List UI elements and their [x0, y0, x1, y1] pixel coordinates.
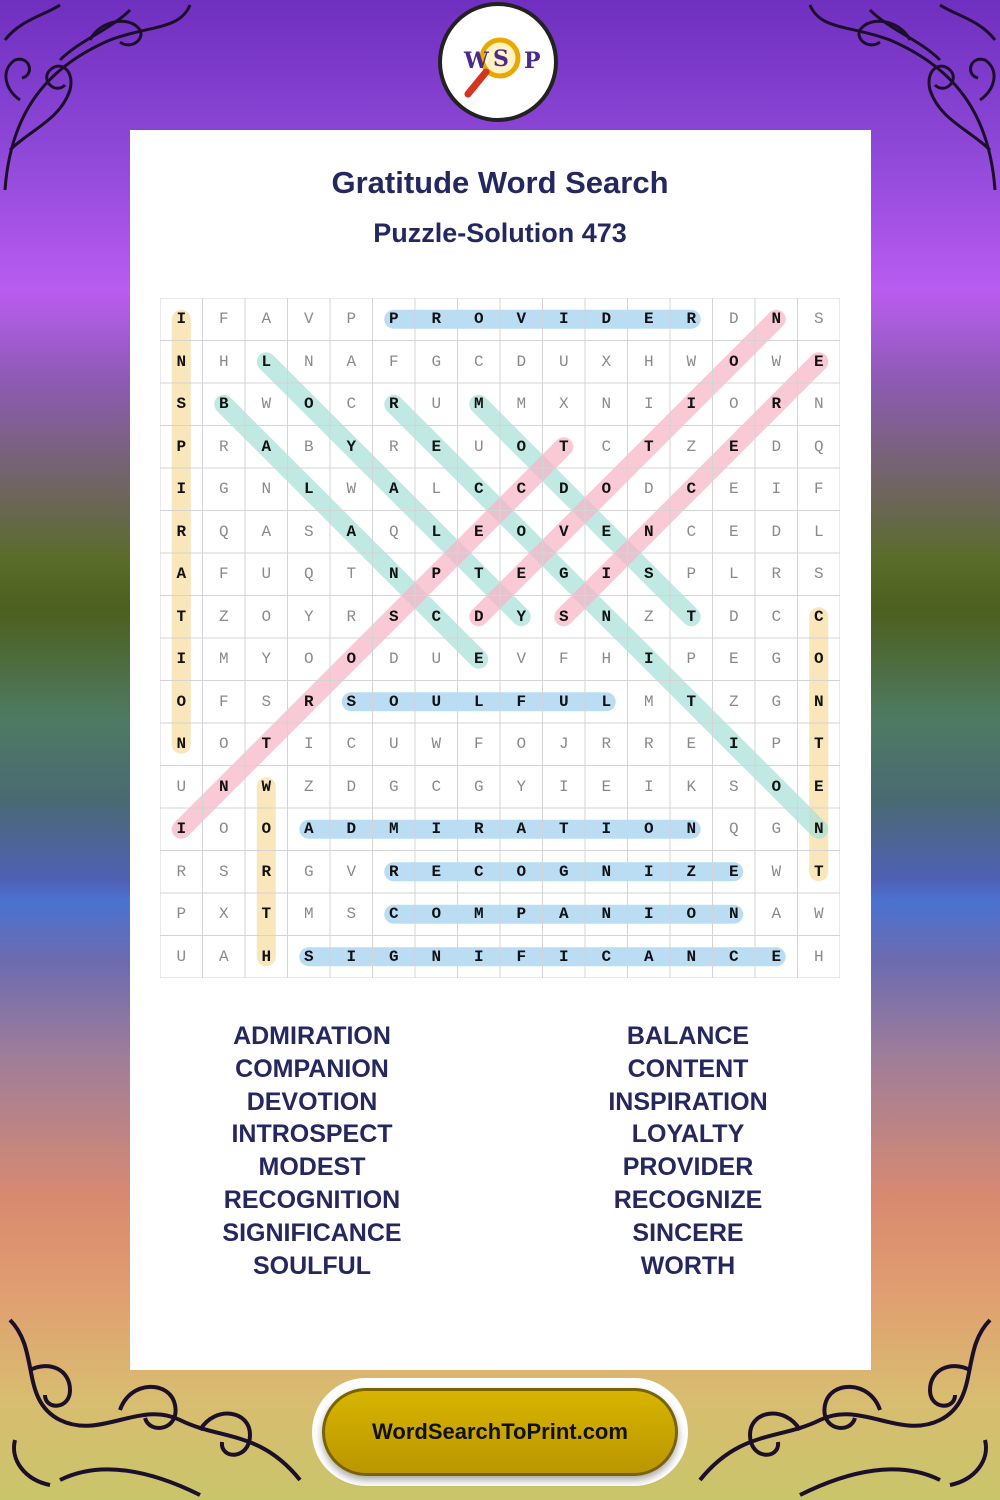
grid-cell: P: [346, 310, 357, 328]
grid-cell: R: [388, 395, 399, 413]
grid-cell: B: [303, 437, 314, 456]
grid-cell: M: [303, 905, 314, 923]
grid-cell: I: [601, 820, 612, 838]
grid-cell: N: [643, 522, 654, 541]
grid-cell: G: [388, 777, 399, 796]
grid-cell: O: [218, 820, 229, 838]
grid-cell: S: [643, 565, 654, 583]
logo-letter-s: S: [493, 46, 509, 72]
grid-cell: R: [686, 310, 697, 328]
grid-cell: E: [728, 650, 739, 668]
grid-cell: C: [601, 437, 612, 456]
grid-cell: N: [388, 565, 399, 583]
grid-cell: P: [388, 310, 399, 328]
grid-cell: L: [473, 692, 484, 711]
word-list-item: ADMIRATION: [233, 1022, 391, 1050]
grid-cell: C: [516, 480, 527, 498]
page-subtitle: Puzzle-Solution 473: [373, 218, 627, 248]
grid-cell: D: [388, 650, 399, 668]
grid-cell: I: [728, 735, 739, 753]
grid-cell: N: [601, 395, 612, 413]
grid-cell: I: [431, 820, 442, 838]
grid-cell: S: [728, 777, 739, 796]
grid-cell: D: [516, 352, 527, 371]
grid-cell: D: [473, 607, 484, 626]
grid-cell: T: [346, 565, 357, 583]
grid-cell: P: [431, 565, 442, 583]
grid-cell: A: [346, 522, 357, 541]
grid-cell: E: [728, 480, 739, 498]
grid-cell: F: [218, 565, 229, 583]
grid-cell: I: [643, 395, 654, 413]
grid-cell: O: [431, 905, 442, 923]
grid-cell: Z: [643, 607, 654, 626]
grid-cell: I: [176, 310, 187, 328]
grid-cell: O: [303, 395, 314, 413]
grid-cell: I: [601, 565, 612, 583]
grid-cell: M: [516, 395, 527, 413]
grid-cell: U: [176, 947, 187, 966]
grid-cell: O: [473, 310, 484, 328]
grid-cell: A: [303, 820, 314, 838]
grid-cell: C: [388, 905, 399, 923]
wsp-logo: [438, 2, 558, 122]
grid-cell: U: [261, 565, 272, 583]
grid-cell: T: [176, 607, 187, 626]
grid-cell: Z: [686, 862, 697, 881]
grid-cell: R: [346, 607, 357, 626]
grid-cell: W: [686, 352, 697, 371]
grid-cell: S: [813, 565, 824, 583]
grid-cell: T: [261, 735, 272, 753]
grid-cell: N: [601, 905, 612, 923]
grid-cell: I: [771, 480, 782, 498]
grid-cell: T: [558, 437, 569, 456]
grid-cell: R: [771, 395, 782, 413]
grid-cell: C: [431, 777, 442, 796]
grid-cell: P: [771, 735, 782, 753]
grid-cell: G: [771, 650, 782, 668]
grid-cell: C: [346, 395, 357, 413]
grid-cell: E: [643, 310, 654, 328]
grid-cell: O: [218, 735, 229, 753]
grid-cell: P: [176, 905, 187, 923]
grid-cell: G: [473, 777, 484, 796]
grid-cell: O: [686, 905, 697, 923]
grid-cell: I: [303, 735, 314, 753]
grid-cell: I: [686, 395, 697, 413]
grid-cell: F: [813, 480, 824, 498]
grid-cell: X: [218, 905, 229, 923]
grid-cell: N: [813, 820, 824, 838]
grid-cell: G: [558, 862, 569, 881]
word-list-item: SINCERE: [632, 1218, 744, 1247]
grid-cell: A: [346, 352, 357, 371]
grid-cell: A: [176, 565, 187, 583]
grid-cell: O: [643, 820, 654, 838]
grid-cell: S: [558, 607, 569, 626]
grid-cell: A: [261, 522, 272, 541]
grid-cell: I: [643, 905, 654, 923]
grid-cell: E: [473, 522, 484, 541]
grid-cell: E: [771, 947, 782, 966]
grid-cell: I: [176, 650, 187, 668]
grid-cell: M: [473, 395, 484, 413]
grid-cell: G: [771, 820, 782, 838]
grid-cell: B: [218, 395, 229, 413]
grid-cell: I: [643, 650, 654, 668]
grid-cell: F: [558, 650, 569, 668]
grid-cell: U: [431, 650, 442, 668]
grid-cell: W: [771, 862, 782, 881]
site-link[interactable]: WordSearchToPrint.com: [372, 1419, 628, 1444]
grid-cell: Z: [686, 437, 697, 456]
grid-cell: H: [813, 947, 824, 966]
word-list-item: LOYALTY: [631, 1120, 745, 1149]
grid-cell: R: [771, 565, 782, 583]
grid-cell: L: [813, 522, 824, 541]
grid-cell: T: [261, 905, 272, 923]
word-list-item: SOULFUL: [252, 1251, 372, 1280]
word-list-item: PROVIDER: [622, 1153, 754, 1182]
grid-cell: W: [813, 905, 824, 923]
grid-cell: R: [601, 735, 612, 753]
grid-cell: H: [601, 650, 612, 668]
grid-cell: C: [686, 480, 697, 498]
grid-cell: R: [261, 862, 272, 881]
grid-cell: A: [558, 905, 569, 923]
grid-cell: D: [558, 480, 569, 498]
grid-cell: Q: [303, 565, 314, 583]
grid-cell: C: [601, 947, 612, 966]
grid-cell: R: [431, 310, 442, 328]
grid-cell: F: [388, 352, 399, 371]
grid-cell: L: [261, 352, 272, 371]
grid-cell: T: [473, 565, 484, 583]
grid-cell: O: [516, 735, 527, 753]
word-list-item: WORTH: [640, 1251, 736, 1280]
grid-cell: F: [473, 735, 484, 753]
word-list-item: RECOGNITION: [223, 1185, 401, 1214]
grid-cell: U: [558, 692, 569, 711]
grid-cell: D: [346, 820, 357, 838]
grid-cell: Q: [728, 820, 739, 838]
grid-cell: N: [218, 777, 229, 796]
grid-cell: O: [516, 437, 527, 456]
grid-cell: F: [218, 310, 229, 328]
grid-cell: I: [643, 777, 654, 796]
grid-cell: F: [516, 692, 527, 711]
grid-cell: M: [388, 820, 399, 838]
grid-cell: N: [601, 607, 612, 626]
grid-cell: Y: [261, 650, 272, 668]
grid-cell: R: [388, 437, 399, 456]
grid-cell: C: [686, 522, 697, 541]
grid-cell: W: [261, 395, 272, 413]
grid-cell: E: [601, 777, 612, 796]
grid-cell: T: [558, 820, 569, 838]
grid-cell: E: [601, 522, 612, 541]
grid-cell: N: [176, 735, 187, 753]
grid-cell: U: [431, 692, 442, 711]
grid-cell: T: [643, 437, 654, 456]
grid-cell: L: [303, 480, 314, 498]
grid-cell: V: [558, 522, 569, 541]
grid-cell: S: [176, 395, 187, 413]
grid-cell: U: [558, 352, 569, 371]
grid-cell: G: [218, 480, 229, 498]
word-list-item: DEVOTION: [246, 1087, 378, 1116]
grid-cell: O: [303, 650, 314, 668]
grid-cell: N: [176, 352, 187, 371]
grid-cell: R: [176, 522, 187, 541]
grid-cell: G: [303, 862, 314, 881]
grid-cell: O: [261, 607, 272, 626]
grid-cell: F: [516, 947, 527, 966]
grid-cell: S: [303, 522, 314, 541]
grid-cell: R: [643, 735, 654, 753]
grid-cell: U: [176, 777, 187, 796]
grid-cell: Y: [303, 607, 314, 626]
grid-cell: A: [643, 947, 654, 966]
grid-cell: D: [643, 480, 654, 498]
grid-cell: I: [176, 820, 187, 838]
grid-cell: O: [771, 777, 782, 796]
grid-cell: Y: [516, 777, 527, 796]
grid-cell: C: [728, 947, 739, 966]
grid-cell: D: [771, 522, 782, 541]
grid-cell: S: [261, 692, 272, 711]
grid-cell: Y: [346, 437, 357, 456]
grid-cell: N: [261, 480, 272, 498]
grid-cell: H: [218, 352, 229, 371]
grid-cell: E: [813, 777, 824, 796]
grid-cell: N: [686, 820, 697, 838]
grid-cell: V: [516, 650, 527, 668]
grid-cell: P: [686, 565, 697, 583]
grid-cell: E: [431, 437, 442, 456]
grid-cell: H: [643, 352, 654, 371]
grid-cell: H: [261, 947, 272, 966]
grid-cell: L: [431, 522, 442, 541]
grid-cell: J: [558, 735, 569, 753]
grid-cell: Z: [218, 607, 229, 626]
grid-cell: S: [813, 310, 824, 328]
grid-cell: V: [303, 310, 314, 328]
grid-cell: L: [728, 565, 739, 583]
grid-cell: A: [261, 310, 272, 328]
grid-cell: E: [813, 352, 824, 371]
grid-cell: G: [388, 947, 399, 966]
grid-cell: Q: [813, 437, 824, 456]
grid-cell: U: [388, 735, 399, 753]
grid-cell: O: [516, 522, 527, 541]
word-list-item: INSPIRATION: [608, 1087, 768, 1116]
grid-cell: A: [516, 820, 527, 838]
grid-cell: W: [261, 777, 272, 796]
word-list-left: [162, 1020, 462, 1282]
word-list-item: CONTENT: [627, 1054, 749, 1083]
grid-cell: M: [473, 905, 484, 923]
grid-cell: C: [771, 607, 782, 626]
grid-cell: C: [473, 352, 484, 371]
grid-cell: O: [516, 862, 527, 881]
grid-cell: Q: [218, 522, 229, 541]
word-list-item: RECOGNIZE: [613, 1185, 763, 1214]
logo-letter-w: W: [464, 48, 489, 74]
grid-cell: O: [601, 480, 612, 498]
grid-cell: I: [176, 480, 187, 498]
grid-cell: E: [431, 862, 442, 881]
grid-cell: E: [686, 735, 697, 753]
grid-cell: R: [473, 820, 484, 838]
grid-cell: O: [728, 352, 739, 371]
grid-cell: W: [431, 735, 442, 753]
grid-cell: X: [601, 352, 612, 371]
grid-cell: A: [261, 437, 272, 456]
grid-cell: A: [771, 905, 782, 923]
grid-cell: C: [473, 480, 484, 498]
grid-cell: T: [813, 862, 824, 881]
grid-cell: N: [813, 395, 824, 413]
grid-cell: M: [218, 650, 229, 668]
grid-cell: Q: [388, 522, 399, 541]
grid-cell: N: [771, 310, 782, 328]
word-list-item: SIGNIFICANCE: [222, 1218, 402, 1247]
grid-cell: V: [346, 862, 357, 881]
grid-cell: A: [388, 480, 399, 498]
grid-cell: R: [388, 862, 399, 881]
grid-cell: A: [218, 947, 229, 966]
grid-cell: R: [218, 437, 229, 456]
grid-cell: D: [771, 437, 782, 456]
grid-cell: S: [218, 862, 229, 881]
word-list-item: INTROSPECT: [231, 1120, 393, 1149]
logo-letter-p: P: [524, 48, 541, 74]
grid-cell: I: [558, 310, 569, 328]
grid-cell: I: [558, 947, 569, 966]
grid-cell: S: [346, 692, 357, 711]
grid-cell: O: [176, 692, 187, 711]
grid-cell: W: [346, 480, 357, 498]
grid-cell: K: [686, 777, 697, 796]
grid-cell: N: [686, 947, 697, 966]
grid-cell: T: [813, 735, 824, 753]
grid-cell: O: [261, 820, 272, 838]
grid-cell: T: [686, 692, 697, 711]
word-list-item: MODEST: [258, 1153, 366, 1182]
grid-cell: X: [558, 395, 569, 413]
grid-cell: C: [473, 862, 484, 881]
grid-cell: G: [558, 565, 569, 583]
grid-cell: O: [728, 395, 739, 413]
grid-cell: C: [346, 735, 357, 753]
grid-cell: V: [516, 310, 527, 328]
grid-cell: I: [473, 947, 484, 966]
grid-cell: N: [303, 352, 314, 371]
word-list-right: [538, 1020, 838, 1282]
grid-cell: Z: [728, 692, 739, 711]
grid-cell: D: [728, 607, 739, 626]
grid-cell: S: [346, 905, 357, 923]
grid-cell: R: [303, 692, 314, 711]
grid-cell: O: [388, 692, 399, 711]
grid-cell: D: [346, 777, 357, 796]
grid-cell: U: [473, 437, 484, 456]
grid-cell: E: [516, 565, 527, 583]
grid-cell: D: [601, 310, 612, 328]
grid-cell: C: [431, 607, 442, 626]
grid-cell: N: [601, 862, 612, 881]
grid-cell: E: [728, 862, 739, 881]
grid-cell: U: [431, 395, 442, 413]
grid-cell: I: [346, 947, 357, 966]
grid-cell: L: [601, 692, 612, 711]
grid-cell: N: [813, 692, 824, 711]
site-badge[interactable]: [322, 1388, 678, 1476]
grid-cell: S: [388, 607, 399, 626]
grid-cell: T: [686, 607, 697, 626]
grid-cell: M: [643, 692, 654, 711]
word-list-item: COMPANION: [235, 1054, 389, 1083]
grid-cell: E: [728, 437, 739, 456]
grid-cell: E: [473, 650, 484, 668]
page-title: Gratitude Word Search: [331, 165, 669, 200]
grid-cell: Y: [516, 607, 527, 626]
letter-grid: [160, 298, 840, 978]
grid-cell: S: [303, 947, 314, 966]
grid-cell: P: [176, 437, 187, 456]
grid-cell: N: [728, 905, 739, 923]
grid-cell: P: [516, 905, 527, 923]
grid-cell: F: [218, 692, 229, 711]
grid-cell: N: [431, 947, 442, 966]
grid-cell: I: [643, 862, 654, 881]
grid-cell: O: [346, 650, 357, 668]
grid-cell: L: [431, 480, 442, 498]
grid-cell: I: [558, 777, 569, 796]
grid-cell: G: [771, 692, 782, 711]
grid-cell: P: [686, 650, 697, 668]
grid-cell: D: [728, 310, 739, 328]
grid-cell: Z: [303, 777, 314, 796]
grid-cell: W: [771, 352, 782, 371]
grid-cell: O: [813, 650, 824, 668]
grid-cell: C: [813, 607, 824, 626]
grid-cell: R: [176, 862, 187, 881]
grid-cell: E: [728, 522, 739, 541]
word-list-item: BALANCE: [626, 1022, 750, 1050]
grid-cell: G: [431, 352, 442, 371]
